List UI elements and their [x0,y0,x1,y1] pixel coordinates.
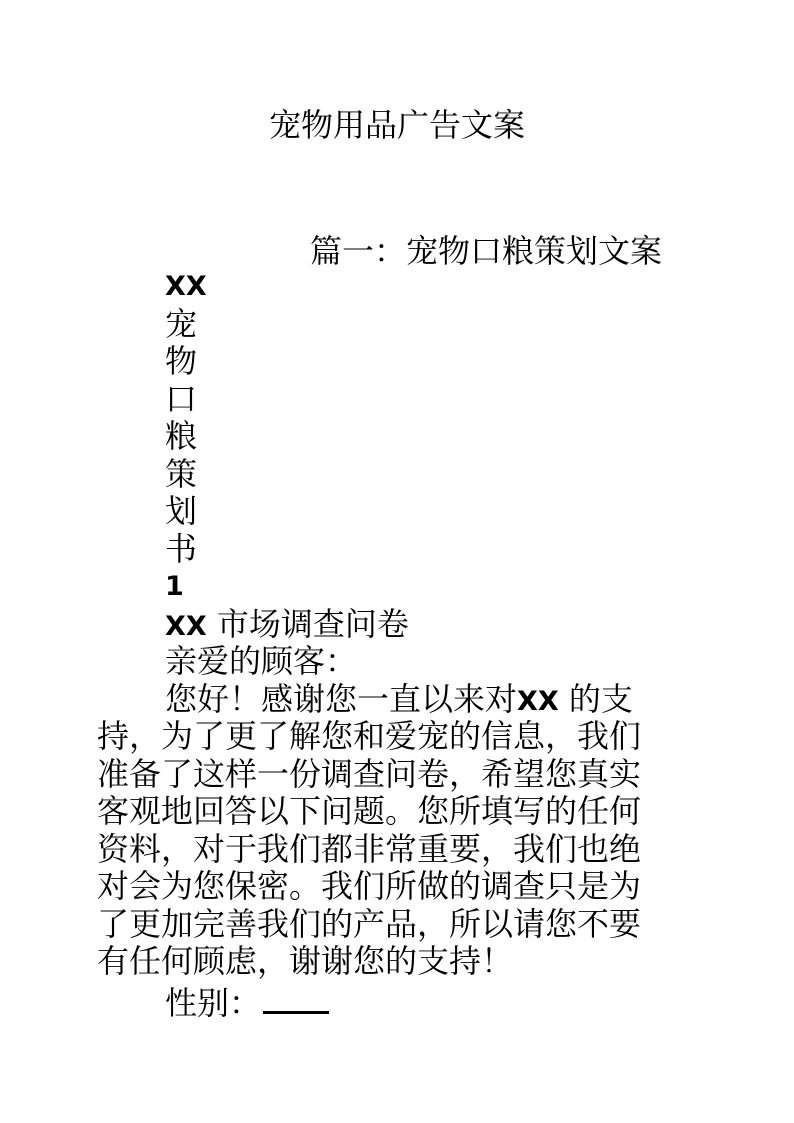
gender-blank[interactable] [263,981,329,1014]
gender-field [97,981,689,1022]
paragraph-line: 了更加完善我们的产品，所以请您不要 [97,904,642,943]
paragraph-line: 对会为您保密。我们所做的调查只是为 [97,867,642,905]
vertical-title [97,268,689,606]
vertical-title-number: 1 [165,571,184,602]
paragraph-line: 持，为了更了解您和爱宠的信息，我们 [97,717,642,755]
vertical-title-char: 策 [165,454,198,493]
survey-title [97,606,689,644]
paragraph-first-line [97,681,689,719]
vertical-title-char: 宠 [165,304,198,343]
vertical-title-char: 物 [165,342,198,380]
document-title: 宠物用品广告文案 [268,106,525,144]
paragraph-line1-start: 您好！感谢您一直以来对 [165,679,518,718]
paragraph-line: 准备了这样一份调查问卷，希望您真实 [97,754,642,793]
survey-title-prefix: XX [165,610,207,642]
paragraph-line: 客观地回答以下问题。您所填写的任何 [97,792,642,830]
vertical-title-char: 粮 [165,417,198,455]
section-heading: 篇一：宠物口粮策划文案 [310,232,663,270]
vertical-title-char: 书 [165,529,198,568]
vertical-title-char: 口 [165,379,198,418]
paragraph-line: 有任何顾虑，谢谢您的支持！ [97,942,514,980]
paragraph-line: 资料，对于我们都非常重要，我们也绝 [97,829,642,868]
paragraph-line1-end: 的支 [568,679,633,718]
vertical-title-prefix: XX [165,271,207,302]
intro-paragraph [97,681,689,981]
paragraph-brand: XX [517,685,559,717]
gender-label: 性别： [165,983,262,1022]
survey-title-text: 市场调查问卷 [216,604,409,643]
vertical-title-char: 划 [165,492,198,530]
greeting: 亲爱的顾客： [165,642,358,680]
document-body [97,268,689,1022]
